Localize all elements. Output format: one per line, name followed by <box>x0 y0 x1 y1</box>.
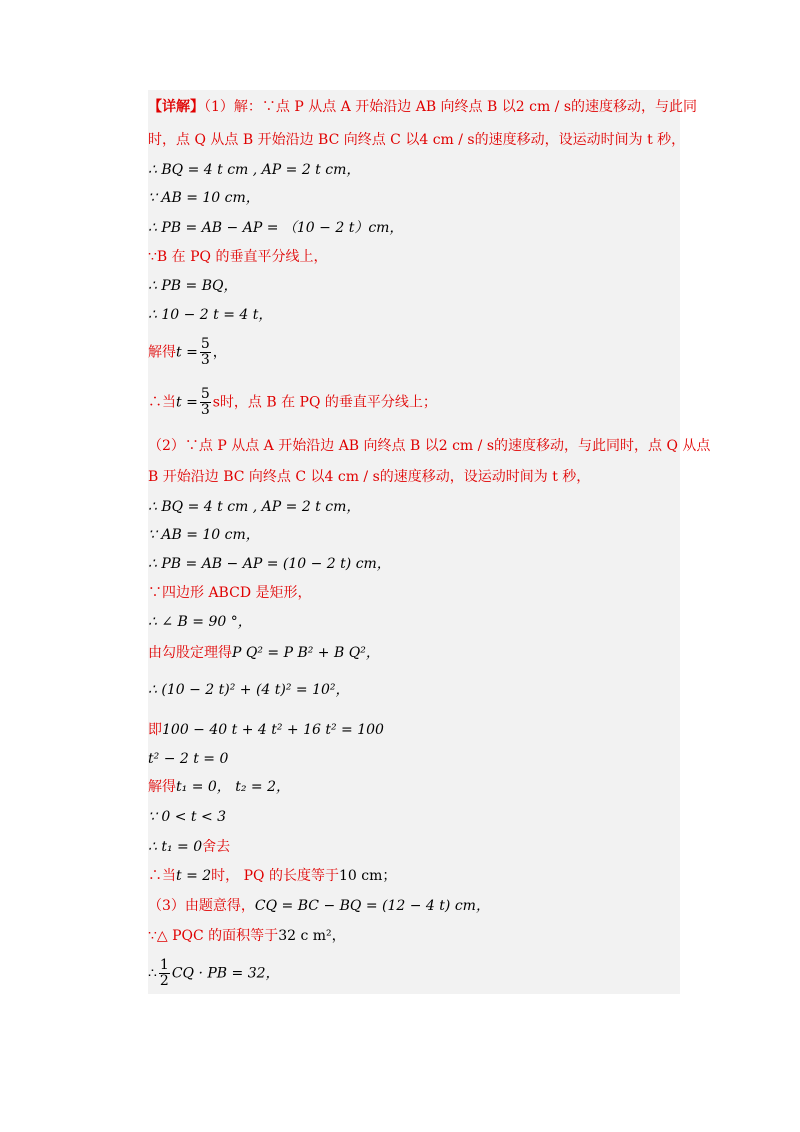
p1-intro-a <box>148 97 698 117</box>
p2-pyth-eq: P Q² = P B² + B Q²， <box>232 645 380 661</box>
p2-reject <box>148 837 680 857</box>
p1-eq: ∴ PB = BQ， <box>148 278 238 294</box>
p2-pb: ∴ PB = AB − AP = (10 − 2 t) cm， <box>148 556 391 572</box>
p2-answer <box>148 866 680 886</box>
p2-sol <box>148 777 680 797</box>
p2-range: ∵ 0 < t < 3 <box>148 809 227 825</box>
p1-intro-b: 时，点 Q 从点 B 开始沿边 BC 向终点 C 以4 cm / s的速度移动，设运动时间为 t 秒， <box>148 132 686 148</box>
p2-bq: ∴ BQ = 4 t cm , AP = 2 t cm， <box>148 499 361 515</box>
p1-intro-a-text: 解：∵点 P 从点 A 开始沿边 AB 向终点 B 以2 cm / s的速度移动，与此同 <box>233 99 698 115</box>
p3-area-pre: ∵△ PQC 的面积等于 <box>148 928 279 944</box>
p1-pb: ∴ PB = AB − AP = （10 − 2 t）cm， <box>148 220 404 236</box>
p1-solve <box>148 337 680 368</box>
p1-cond: ∵B 在 PQ 的垂直平分线上， <box>148 249 328 265</box>
p1-solve-post: ， <box>212 344 227 361</box>
p2-sol-eq: t₁ = 0， t₂ = 2， <box>176 779 291 795</box>
p1-ab: ∵ AB = 10 cm， <box>148 190 260 206</box>
p1-label: （1） <box>204 99 234 115</box>
p1-fraction <box>200 337 211 368</box>
p3-frac-num: 1 <box>159 957 169 973</box>
p3-intro-pre: （3）由题意得， <box>148 898 255 914</box>
p1-concl-var: t = <box>176 394 198 411</box>
solution-tag: 【详解】 <box>148 99 204 115</box>
p3-eq-pre: ∴ <box>148 965 157 982</box>
p1-concl-pre: ∴当 <box>148 394 176 411</box>
p3-intro-eq: CQ = BC − BQ = (12 − 4 t) cm， <box>254 898 490 914</box>
p1-frac-num: 5 <box>200 336 210 352</box>
p2-rect: ∵四边形 ABCD 是矩形， <box>148 585 312 601</box>
p2-sub: ∴ (10 − 2 t)² + (4 t)² = 10²， <box>148 682 350 698</box>
p3-eq-post: CQ · PB = 32， <box>171 965 280 982</box>
p2-intro-a: （2）∵点 P 从点 A 开始沿边 AB 向终点 B 以2 cm / s的速度移动，与此同时，点 Q 从点 <box>148 438 711 454</box>
p1-solve-pre: 解得 <box>148 344 176 361</box>
p1-frac-den: 3 <box>200 352 210 368</box>
p3-fraction <box>159 958 170 989</box>
p2-expand <box>148 720 680 740</box>
p1-concl-frac-den: 3 <box>200 402 210 418</box>
p1-solve-var: t = <box>176 344 198 361</box>
p2-ans-post: 时， PQ 的长度等于 <box>211 868 339 884</box>
p1-eq2: ∴ 10 − 2 t = 4 t， <box>148 307 273 323</box>
p2-angle: ∴ ∠ B = 90 °， <box>148 614 252 630</box>
p1-concl-frac-num: 5 <box>200 386 210 402</box>
p2-pyth <box>148 643 680 663</box>
p3-frac-den: 2 <box>159 973 169 989</box>
p3-area-val: 32 c m²， <box>278 928 346 944</box>
p1-concl-fraction <box>200 387 211 418</box>
p2-expand-eq: 100 − 40 t + 4 t² + 16 t² = 100 <box>162 722 384 738</box>
p1-conclusion <box>148 387 680 418</box>
p2-expand-pre: 即 <box>148 722 162 738</box>
p2-sol-pre: 解得 <box>148 779 176 795</box>
p2-intro-b: B 开始沿边 BC 向终点 C 以4 cm / s的速度移动，设运动时间为 t 秒， <box>148 469 591 485</box>
p2-pyth-pre: 由勾股定理得 <box>148 645 232 661</box>
p2-ans-pre: ∴当 <box>148 868 176 884</box>
p2-reject-post: 舍去 <box>202 839 231 855</box>
p2-simpl: t² − 2 t = 0 <box>148 751 229 767</box>
p3-eq <box>148 958 680 989</box>
p3-area <box>148 926 680 946</box>
p1-bq: ∴ BQ = 4 t cm , AP = 2 t cm， <box>148 162 361 178</box>
p3-intro <box>148 896 680 916</box>
p2-reject-pre: ∴ t₁ = 0 <box>148 839 203 855</box>
p2-ab: ∵ AB = 10 cm， <box>148 527 260 543</box>
p1-concl-post: s时，点 B 在 PQ 的垂直平分线上； <box>212 394 437 411</box>
p2-ans-mid: t = 2 <box>176 868 212 884</box>
p2-ans-val: 10 cm； <box>338 868 397 884</box>
